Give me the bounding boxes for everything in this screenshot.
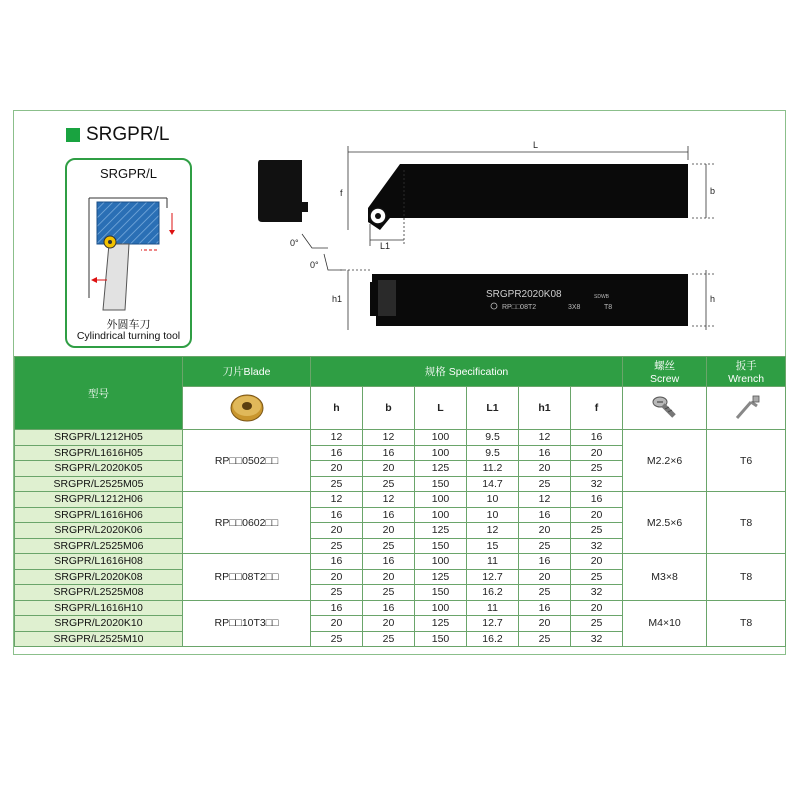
spec-cell-f: 32 — [571, 631, 623, 647]
spec-cell-h: 20 — [311, 461, 363, 477]
wrench-cell: T8 — [707, 554, 786, 601]
blade-cell: RP□□10T3□□ — [183, 600, 311, 647]
screw-cell: M4×10 — [623, 600, 707, 647]
specification-table — [14, 356, 786, 647]
spec-cell-f: 20 — [571, 600, 623, 616]
model-cell: SRGPR/L2020K08 — [15, 569, 183, 585]
spec-cell-f: 20 — [571, 507, 623, 523]
model-cell: SRGPR/L1616H10 — [15, 600, 183, 616]
cylindrical-turning-illustration — [67, 188, 190, 314]
spec-cell-b: 25 — [363, 585, 415, 601]
application-caption-cn: 外圆车刀 — [106, 319, 151, 331]
title-text: SRGPR/L — [86, 124, 170, 145]
spec-cell-l1: 11.2 — [467, 461, 519, 477]
spec-cell-l: 100 — [415, 554, 467, 570]
spec-cell-f: 25 — [571, 616, 623, 632]
model-cell: SRGPR/L2525M05 — [15, 476, 183, 492]
engraving-small: SDWB — [594, 294, 609, 300]
dim-h1-label: h1 — [332, 294, 343, 304]
spec-cell-l1: 16.2 — [467, 585, 519, 601]
screw-image-cell — [623, 387, 707, 430]
dim-f-label: f — [340, 188, 343, 198]
spec-cell-h1: 16 — [519, 507, 571, 523]
application-caption-en: Cylindrical turning tool — [76, 330, 181, 342]
spec-cell-h: 25 — [311, 631, 363, 647]
spec-cell-h1: 16 — [519, 445, 571, 461]
model-cell: SRGPR/L2525M06 — [15, 538, 183, 554]
application-card — [65, 158, 192, 348]
model-cell: SRGPR/L1212H05 — [15, 430, 183, 446]
spec-cell-h1: 12 — [519, 492, 571, 508]
spec-cell-h: 16 — [311, 507, 363, 523]
spec-cell-f: 32 — [571, 538, 623, 554]
engraving-main: SRGPR2020K08 — [486, 289, 562, 300]
tool-drawing — [240, 130, 740, 340]
col-model-header: 型号 — [15, 357, 183, 430]
spec-cell-l1: 12.7 — [467, 569, 519, 585]
table-row — [15, 600, 786, 616]
spec-cell-b: 20 — [363, 461, 415, 477]
spec-cell-l: 150 — [415, 585, 467, 601]
spec-cell-l: 125 — [415, 461, 467, 477]
screw-cell: M3×8 — [623, 554, 707, 601]
model-cell: SRGPR/L1212H06 — [15, 492, 183, 508]
spec-cell-f: 16 — [571, 492, 623, 508]
spec-cell-l1: 10 — [467, 492, 519, 508]
model-cell: SRGPR/L1616H05 — [15, 445, 183, 461]
table-row — [15, 492, 786, 508]
wrench-cell: T6 — [707, 430, 786, 492]
col-wrench-en: Wrench — [728, 373, 765, 385]
spec-cell-h1: 16 — [519, 600, 571, 616]
spec-cell-h1: 12 — [519, 430, 571, 446]
spec-cell-f: 32 — [571, 585, 623, 601]
spec-cell-h1: 20 — [519, 616, 571, 632]
spec-cell-h: 12 — [311, 492, 363, 508]
spec-cell-b: 20 — [363, 616, 415, 632]
spec-header-b: b — [363, 387, 415, 430]
spec-cell-h1: 25 — [519, 631, 571, 647]
spec-cell-f: 25 — [571, 523, 623, 539]
model-cell: SRGPR/L2525M10 — [15, 631, 183, 647]
round-insert-icon — [225, 388, 269, 426]
spec-header-f: f — [571, 387, 623, 430]
spec-cell-l1: 15 — [467, 538, 519, 554]
spec-cell-h: 16 — [311, 600, 363, 616]
spec-cell-l: 100 — [415, 445, 467, 461]
screw-icon — [648, 390, 682, 424]
table-row — [15, 430, 786, 446]
engraving-insert: RP□□08T2 — [502, 304, 537, 311]
wrench-cell: T8 — [707, 600, 786, 647]
col-wrench-cn: 扳手 — [735, 360, 757, 372]
angle-bottom-label: 0° — [310, 260, 319, 270]
spec-cell-f: 25 — [571, 569, 623, 585]
spec-cell-l: 125 — [415, 523, 467, 539]
model-cell: SRGPR/L2020K05 — [15, 461, 183, 477]
spec-cell-l1: 9.5 — [467, 430, 519, 446]
spec-cell-l: 150 — [415, 631, 467, 647]
spec-header-h1: h1 — [519, 387, 571, 430]
spec-cell-h: 16 — [311, 445, 363, 461]
spec-cell-b: 16 — [363, 600, 415, 616]
spec-cell-h1: 16 — [519, 554, 571, 570]
spec-cell-h1: 25 — [519, 585, 571, 601]
wrench-image-cell — [707, 387, 786, 430]
model-cell: SRGPR/L1616H06 — [15, 507, 183, 523]
spec-cell-b: 16 — [363, 507, 415, 523]
col-spec-header: 规格 Specification — [311, 357, 623, 387]
angle-top-label: 0° — [290, 238, 299, 248]
spec-cell-b: 20 — [363, 523, 415, 539]
spec-cell-l1: 11 — [467, 600, 519, 616]
dim-h-label: h — [710, 294, 716, 304]
spec-cell-l: 150 — [415, 538, 467, 554]
col-screw-header — [623, 357, 707, 387]
spec-cell-f: 16 — [571, 430, 623, 446]
spec-cell-b: 16 — [363, 554, 415, 570]
spec-cell-f: 20 — [571, 445, 623, 461]
spec-cell-l: 100 — [415, 600, 467, 616]
spec-cell-h: 16 — [311, 554, 363, 570]
spec-cell-h1: 20 — [519, 569, 571, 585]
application-card-heading: SRGPR/L — [99, 166, 158, 181]
spec-cell-l: 100 — [415, 492, 467, 508]
spec-cell-l1: 12 — [467, 523, 519, 539]
spec-cell-h: 25 — [311, 476, 363, 492]
spec-cell-b: 12 — [363, 492, 415, 508]
spec-cell-l1: 9.5 — [467, 445, 519, 461]
spec-cell-h: 20 — [311, 569, 363, 585]
spec-cell-l: 125 — [415, 569, 467, 585]
spec-cell-l: 100 — [415, 430, 467, 446]
spec-cell-h1: 20 — [519, 523, 571, 539]
spec-cell-h: 20 — [311, 616, 363, 632]
title-bullet-icon — [66, 128, 80, 142]
dim-L1-label: L1 — [380, 241, 391, 251]
wrench-cell: T8 — [707, 492, 786, 554]
spec-cell-l: 150 — [415, 476, 467, 492]
engraving-wrench: T8 — [604, 304, 613, 311]
dim-b-label: b — [710, 186, 716, 196]
table-row — [15, 554, 786, 570]
spec-cell-l1: 11 — [467, 554, 519, 570]
spec-header-L1: L1 — [467, 387, 519, 430]
spec-cell-f: 20 — [571, 554, 623, 570]
table-header-row — [15, 357, 786, 387]
col-screw-cn: 螺丝 — [654, 360, 676, 372]
spec-cell-h1: 25 — [519, 538, 571, 554]
blade-image-cell — [183, 387, 311, 430]
spec-cell-l1: 16.2 — [467, 631, 519, 647]
spec-cell-b: 25 — [363, 476, 415, 492]
screw-cell: M2.5×6 — [623, 492, 707, 554]
blade-cell: RP□□0602□□ — [183, 492, 311, 554]
dim-L-label: L — [533, 140, 539, 150]
spec-cell-l: 100 — [415, 507, 467, 523]
spec-cell-b: 20 — [363, 569, 415, 585]
blade-cell: RP□□08T2□□ — [183, 554, 311, 601]
spec-cell-l1: 14.7 — [467, 476, 519, 492]
model-cell: SRGPR/L2020K06 — [15, 523, 183, 539]
wrench-icon — [729, 390, 763, 424]
spec-cell-h: 25 — [311, 538, 363, 554]
model-cell: SRGPR/L1616H08 — [15, 554, 183, 570]
col-wrench-header — [707, 357, 786, 387]
spec-cell-l1: 10 — [467, 507, 519, 523]
page-title — [66, 124, 169, 146]
model-cell: SRGPR/L2525M08 — [15, 585, 183, 601]
spec-cell-h1: 25 — [519, 476, 571, 492]
tool-drawing-svg — [240, 130, 740, 340]
spec-header-h: h — [311, 387, 363, 430]
blade-cell: RP□□0502□□ — [183, 430, 311, 492]
spec-cell-l1: 12.7 — [467, 616, 519, 632]
spec-cell-f: 32 — [571, 476, 623, 492]
spec-cell-h1: 20 — [519, 461, 571, 477]
engraving-screw: 3X8 — [568, 304, 581, 311]
col-blade-header: 刀片Blade — [183, 357, 311, 387]
spec-cell-l: 125 — [415, 616, 467, 632]
spec-header-L: L — [415, 387, 467, 430]
spec-cell-b: 12 — [363, 430, 415, 446]
spec-cell-b: 16 — [363, 445, 415, 461]
spec-cell-f: 25 — [571, 461, 623, 477]
specification-table-body — [15, 430, 786, 647]
spec-cell-h: 20 — [311, 523, 363, 539]
spec-cell-h: 25 — [311, 585, 363, 601]
col-screw-en: Screw — [649, 373, 680, 385]
screw-cell: M2.2×6 — [623, 430, 707, 492]
spec-cell-b: 25 — [363, 538, 415, 554]
spec-cell-h: 12 — [311, 430, 363, 446]
spec-cell-b: 25 — [363, 631, 415, 647]
model-cell: SRGPR/L2020K10 — [15, 616, 183, 632]
